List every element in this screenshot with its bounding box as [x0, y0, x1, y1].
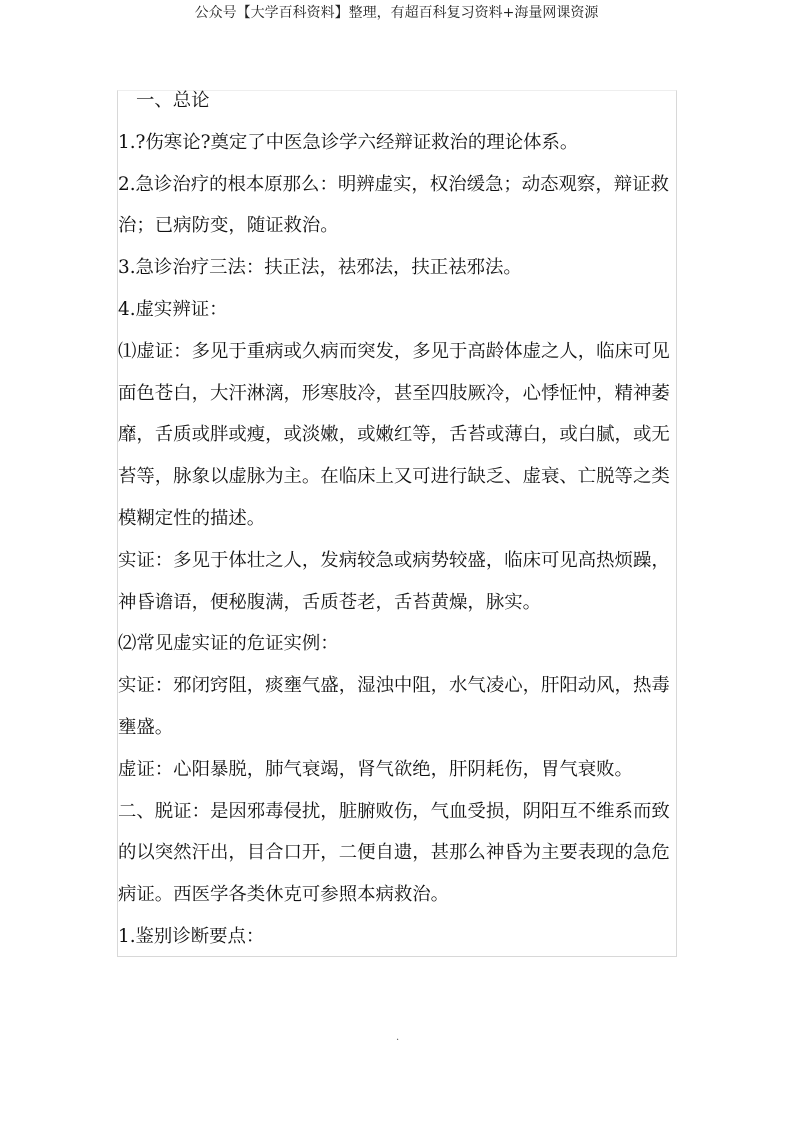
text-line: 1.?伤寒论?奠定了中医急诊学六经辩证救治的理论体系。	[118, 131, 579, 153]
text-line: 4.虚实辨证：	[118, 298, 228, 320]
text-line: 的以突然汗出，目合口开，二便自遗，甚那么神昏为主要表现的急危	[118, 842, 670, 864]
section-heading: 二、脱证：是因邪毒侵扰，脏腑败伤，气血受损，阴阳互不维系而致	[118, 800, 670, 822]
text-line: 苔等，脉象以虚脉为主。在临床上又可进行缺乏、虚衰、亡脱等之类	[118, 466, 670, 488]
text-line: 实证：多见于体壮之人，发病较急或病势较盛，临床可见高热烦躁，	[118, 549, 670, 571]
text-line: 病证。西医学各类休克可参照本病救治。	[118, 884, 450, 906]
text-line: 3.急诊治疗三法：扶正法，祛邪法，扶正祛邪法。	[118, 257, 522, 279]
footer-mark: .	[396, 1032, 400, 1043]
text-line: 神昏谵语，便秘腹满，舌质苍老，舌苔黄燥，脉实。	[118, 591, 541, 613]
text-line: 壅盛。	[118, 716, 174, 738]
text-line: 实证：邪闭窍阻，痰壅气盛，湿浊中阻，水气凌心，肝阳动风，热毒	[118, 675, 670, 697]
document-body	[118, 80, 688, 958]
text-line: 面色苍白，大汗淋漓，形寒肢冷，甚至四肢厥冷，心悸怔忡，精神萎	[118, 382, 670, 404]
text-line: 模糊定性的描述。	[118, 507, 266, 529]
text-line: ⑴虚证：多见于重病或久病而突发，多见于高龄体虚之人，临床可见	[118, 340, 670, 362]
text-line: 2.急诊治疗的根本原那么：明辨虚实，权治缓急；动态观察，辩证救	[118, 173, 669, 195]
section-heading: 一、总论	[136, 90, 210, 111]
text-line: 1.鉴别诊断要点：	[118, 925, 265, 947]
text-line: 虚证：心阳暴脱，肺气衰竭，肾气欲绝，肝阴耗伤，胃气衰败。	[118, 758, 633, 780]
page-header: 公众号【大学百科资料】整理，有超百科复习资料+海量网课资源	[194, 5, 599, 21]
text-line: 靡，舌质或胖或瘦，或淡嫩，或嫩红等，舌苔或薄白，或白腻，或无	[118, 424, 670, 446]
text-line: ⑵常见虚实证的危证实例：	[118, 633, 339, 655]
text-line: 治；已病防变，随证救治。	[118, 215, 339, 237]
